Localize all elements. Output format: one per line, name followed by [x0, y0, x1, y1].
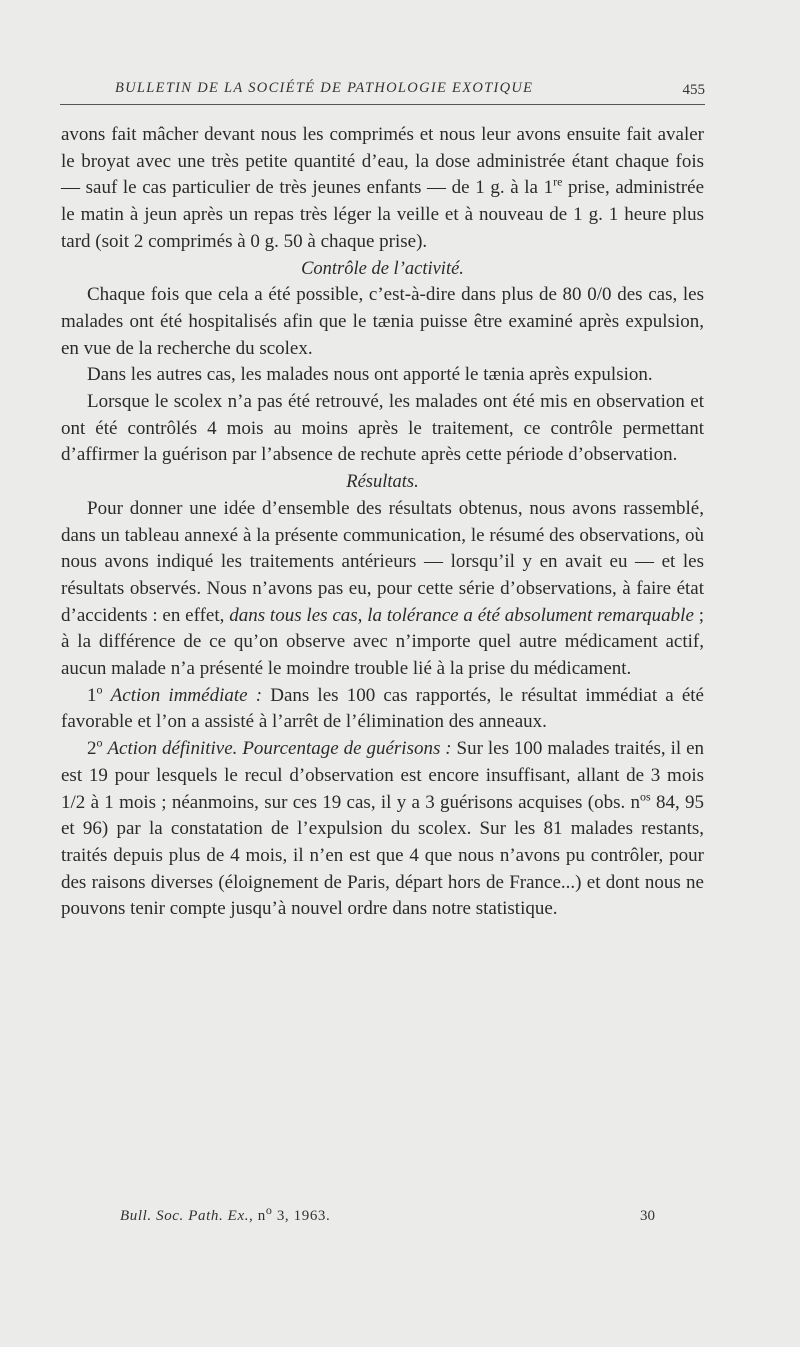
section-heading-resultats: Résultats.: [346, 472, 419, 493]
paragraph-ensemble: [61, 496, 704, 683]
ordinal-sign: o: [96, 682, 103, 697]
superscript: re: [553, 175, 563, 190]
superscript: os: [640, 789, 651, 804]
journal-name: Bull. Soc. Path. Ex.,: [120, 1208, 254, 1224]
results-text-2: ; à la différence de ce qu’on observe avec n’importe quel autre médicament actif, aucun malade n’a présenté le moindre trouble lié à la prise du médicament.: [61, 604, 704, 680]
page-footer: [120, 1203, 655, 1232]
tolerance-emphasis: dans tous les cas, la tolérance a été absolument remarquable: [229, 604, 694, 626]
results-text-1: Pour donner une idée d’ensemble des résultats obtenus, nous avons rassemblé, dans un tableau annexé à la présente communication, le résumé des observations, où nous avons indiqué les traitements antérieurs — lorsqu’il y en avait eu — et les résultats observés. Nous n’avons pas eu, pour cette série d’observations, à faire état d’accidents : en effet,: [61, 497, 704, 626]
signature-mark: 30: [640, 1208, 655, 1224]
paragraph-autres-cas: Dans les autres cas, les malades nous ont apporté le tænia après expulsion.: [87, 364, 653, 386]
issue-prefix: n: [253, 1208, 266, 1224]
ordinal-sign: o: [96, 735, 103, 750]
section-heading-controle: Contrôle de l’activité.: [301, 258, 464, 279]
page-number: 455: [682, 82, 705, 98]
journal-citation: [120, 1203, 331, 1225]
paragraph-observation: Lorsque le scolex n’a pas été retrouvé, les malades ont été mis en observation et ont été contrôlés 4 mois au moins après le traitement, ce contrôle permettant d’affirmer la guérison par l’absence de rechute après cette période d’observation.: [61, 391, 704, 466]
superscript: o: [265, 1203, 273, 1217]
item-number: 2: [87, 738, 97, 760]
paragraph-action-immediate: [61, 683, 704, 736]
intro-text-1: avons fait mâcher devant nous les comprimés et nous leur avons ensuite fait avaler le broyat avec une très petite quantité d’eau, la dose administrée étant chaque fois — sauf le cas particulier de très jeunes enfants — de 1 g. à la 1: [61, 124, 704, 199]
action-definitive-text-2: 84, 95 et 96) par la constatation de l’expulsion du scolex. Sur les 81 malades restants, traités depuis plus de 4 mois, il n’en est que 4 que nous n’avons pu contrôler, pour des raisons diverses (éloignement de Paris, départ hors de France...) et dont nous ne pouvons tenir compte jusqu’à nouvel ordre dans notre statistique.: [61, 791, 704, 920]
body-text: [61, 122, 704, 923]
item-number: 1: [87, 684, 97, 706]
running-header: [60, 80, 705, 105]
action-definitive-text-1: Sur les 100 malades traités, il en est 19 pour lesquels le recul d’observation est encore insuffisant, allant de 3 mois 1/2 à 1 mois ; néanmoins, sur ces 19 cas, il y a 3 guérisons acquises (obs. n: [61, 738, 705, 813]
intro-paragraph: [61, 122, 704, 256]
intro-text-2: prise, administrée le matin à jeun après un repas très léger la veille et à nouveau de 1 g. 1 heure plus tard (soit 2 comprimés à 0 g. 50 à chaque prise).: [61, 177, 704, 252]
action-definitive-label: Action définitive. Pourcentage de guérisons :: [107, 738, 452, 760]
action-immediate-label: Action immédiate :: [110, 684, 263, 706]
paragraph-action-definitive: [61, 736, 704, 923]
paragraph-hospitalisation: Chaque fois que cela a été possible, c’est-à-dire dans plus de 80 0/0 des cas, les malades ont été hospitalisés afin que le tænia puisse être examiné après expulsion, en vue de la recherche du scolex.: [61, 284, 704, 359]
issue-number: 3, 1963.: [272, 1208, 331, 1224]
action-immediate-text: Dans les 100 cas rapportés, le résultat immédiat a été favorable et l’on a assisté à l’arrêt de l’élimination des anneaux.: [61, 684, 704, 733]
running-title: BULLETIN DE LA SOCIÉTÉ DE PATHOLOGIE EXOTIQUE: [115, 80, 534, 96]
